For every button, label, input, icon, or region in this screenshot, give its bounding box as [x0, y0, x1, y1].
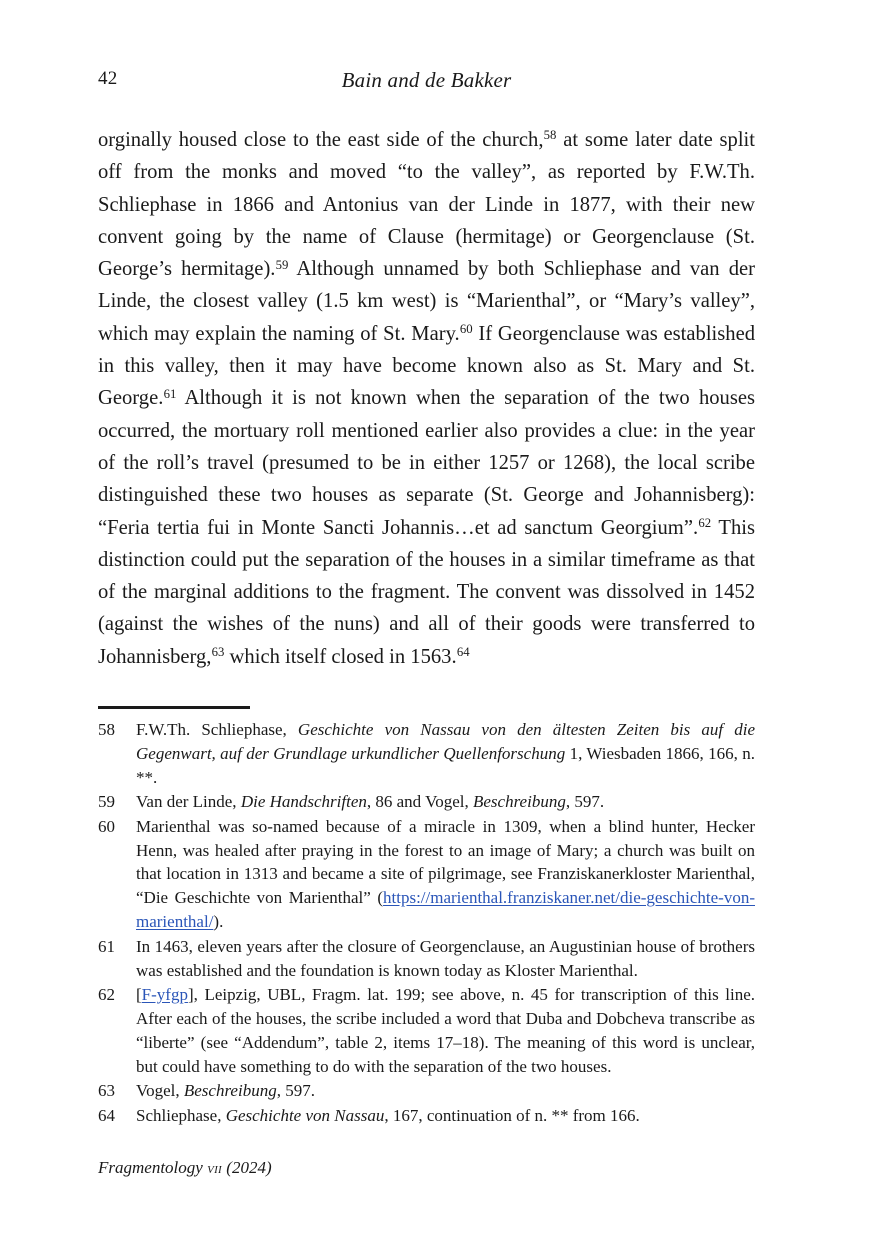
body-paragraph: orginally housed close to the east side of the church,$^{58}$ at some later date split off from the monks and moved “to the valley”, as reported by F.W.Th. Schliephase in 1866 and Antonius van der Linde in 1877, with their new convent going by the name of Clause (hermitage) or Georgenclause (St. George’s hermitage).$^{59}$ Although unnamed by both Schliephase and van der Linde, the closest valley (1.5 km west) is “Marienthal”, or “Mary’s valley”, which may explain the naming of St. Mary.$^{60}$ If Georgenclause was established in this valley, then it may have become known also as St. Mary and St. George.$^{61}$ Although it is not known when the separation of the two houses occurred, the mortuary roll mentioned earlier also provides a clue: in the year of the roll’s travel (presumed to be in either 1257 or 1268), the local scribe distinguished these two houses as separate (St. George and Johannisberg): “Feria tertia fui in Monte Sancti Johannis…et ad sanctum Georgium”.$^{62}$ This distinction could put the separation of the houses in a similar timeframe as that of the marginal additions to the fragment. The convent was dissolved in 1452 (against the wishes of the nuns) and all of their goods were transferred to Johannisberg,$^{63}$ which itself closed in 1563.64	[98, 128, 756, 668]
footnote-marker[interactable]: 58	[543, 128, 557, 143]
footnote-number: 64	[98, 1105, 115, 1125]
external-link[interactable]: F-yfgp	[141, 984, 188, 1004]
footnote-number: 63	[98, 1081, 115, 1101]
external-link[interactable]: https://marienthal.franziskaner.net/die-geschichte-von-marienthal/	[136, 888, 755, 932]
italic-title: Die Handschriften	[240, 792, 367, 812]
footnote-item	[98, 983, 755, 1079]
italic-title: Beschreibung	[183, 1081, 277, 1101]
footnote-marker[interactable]: 62	[698, 515, 712, 530]
footnote-number: 61	[98, 936, 115, 956]
footnote-marker[interactable]: 59	[275, 257, 289, 272]
footnote-item	[98, 718, 755, 790]
footnote-marker[interactable]: 64	[456, 645, 470, 660]
body-text	[98, 124, 755, 673]
footnote-text: Van der Linde, Die Handschriften, 86 and Vogel, Beschreibung, 597.	[136, 792, 605, 812]
italic-title: Geschichte von Nassau von den ältesten Zeiten bis auf die Gegenwart, auf der Grundlage urkundlicher Quellenforschung	[136, 720, 755, 763]
footnote-number: 60	[98, 816, 115, 836]
footnote-item	[98, 935, 755, 983]
footer-volume: vii	[207, 1160, 223, 1177]
page-number: 42	[98, 68, 118, 89]
footnote-text: Schliephase, Geschichte von Nassau, 167, continuation of n. ** from 166.	[136, 1105, 640, 1125]
footnote-text: In 1463, eleven years after the closure of Georgenclause, an Augustinian house of brothers was established and the foundation is known today as Kloster Marienthal.	[136, 936, 755, 980]
footnote-text: Vogel, Beschreibung, 597.	[136, 1081, 315, 1101]
footnote-item	[98, 1079, 755, 1103]
footnote-item	[98, 815, 755, 935]
footnote-text: F.W.Th. Schliephase, Geschichte von Nassau von den ältesten Zeiten bis auf die Gegenwart, auf der Grundlage urkundlicher Quellenforschung 1, Wiesbaden 1866, 166, n. **.	[136, 720, 755, 787]
footer-year: (2024)	[226, 1158, 272, 1177]
italic-title: Beschreibung	[472, 792, 566, 812]
running-title: Bain and de Bakker	[341, 68, 512, 92]
footnote-marker[interactable]: 63	[211, 645, 225, 660]
italic-title: Geschichte von Nassau	[225, 1105, 385, 1125]
footnote-marker[interactable]: 60	[459, 322, 473, 337]
footnote-text: Marienthal was so-named because of a miracle in 1309, when a blind hunter, Hecker Henn, was healed after praying in the forest to an image of Mary; a church was built on that location in 1313 and became a site of pilgrimage, see Franziskanerkloster Marienthal, “Die Geschichte von Marienthal” (https://marienthal.franziskaner.net/die-geschichte-von-marienthal/).	[136, 816, 755, 932]
footnote-number: 59	[98, 792, 115, 812]
footnote-separator-rule	[98, 706, 250, 709]
footer-journal-name: Fragmentology	[98, 1158, 203, 1177]
footnote-text: [F-yfgp], Leipzig, UBL, Fragm. lat. 199; see above, n. 45 for transcription of this line. After each of the houses, the scribe included a word that Duba and Dobcheva transcribe as “liberte” (see “Addendum”, table 2, items 17–18). The meaning of this word is unclear, but could have something to do with the separation of the two houses.	[136, 984, 755, 1076]
footnote-item	[98, 1104, 755, 1128]
footnote-list	[98, 718, 755, 1128]
running-head	[98, 68, 755, 96]
page-footer	[98, 1158, 272, 1178]
footnote-number: 62	[98, 984, 115, 1004]
footnote-number: 58	[98, 720, 115, 739]
footnote-marker[interactable]: 61	[163, 386, 177, 401]
footnote-item	[98, 790, 755, 814]
